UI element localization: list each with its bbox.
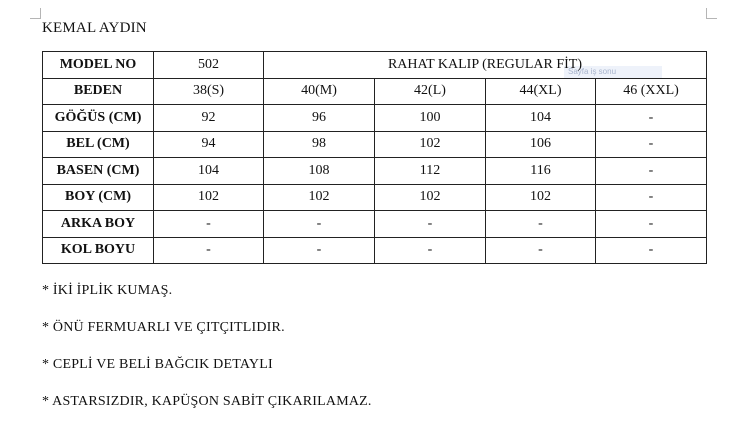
table-cell[interactable]: 96: [264, 105, 375, 132]
row-label[interactable]: KOL BOYU: [43, 237, 154, 264]
table-cell[interactable]: -: [264, 211, 375, 238]
table-cell[interactable]: -: [486, 211, 596, 238]
table-cell[interactable]: -: [596, 131, 707, 158]
fit-type-cell[interactable]: [264, 52, 707, 79]
note-line[interactable]: * ÖNÜ FERMUARLI VE ÇITÇITLIDIR.: [42, 320, 285, 335]
table-cell[interactable]: 108: [264, 158, 375, 185]
measurement-row-hip: [43, 158, 707, 185]
table-cell[interactable]: 102: [375, 131, 486, 158]
fit-type-label: RAHAT KALIP (REGULAR FİT): [387, 56, 583, 72]
table-cell[interactable]: -: [375, 211, 486, 238]
size-header-cell[interactable]: 42(L): [375, 78, 486, 105]
row-label[interactable]: BOY (CM): [43, 184, 154, 211]
table-cell[interactable]: -: [596, 105, 707, 132]
table-cell[interactable]: 116: [486, 158, 596, 185]
table-cell[interactable]: 106: [486, 131, 596, 158]
model-no-label[interactable]: MODEL NO: [43, 52, 154, 79]
model-no-value[interactable]: 502: [154, 52, 264, 79]
table-cell[interactable]: -: [596, 237, 707, 264]
size-header-cell[interactable]: 40(M): [264, 78, 375, 105]
size-header-label[interactable]: BEDEN: [43, 78, 154, 105]
table-cell[interactable]: 102: [486, 184, 596, 211]
note-line[interactable]: * CEPLİ VE BELİ BAĞCIK DETAYLI: [42, 357, 273, 372]
table-cell[interactable]: -: [264, 237, 375, 264]
table-cell[interactable]: 100: [375, 105, 486, 132]
table-cell[interactable]: -: [375, 237, 486, 264]
measurement-row-length: [43, 184, 707, 211]
note-line[interactable]: * ASTARSIZDIR, KAPÜŞON SABİT ÇIKARILAMAZ.: [42, 394, 372, 409]
size-header-cell[interactable]: 44(XL): [486, 78, 596, 105]
size-header-cell[interactable]: 46 (XXL): [596, 78, 707, 105]
table-cell[interactable]: -: [486, 237, 596, 264]
row-label[interactable]: GÖĞÜS (CM): [43, 105, 154, 132]
measurement-row-sleeve-length: [43, 237, 707, 264]
table-cell[interactable]: -: [596, 211, 707, 238]
measurement-row-chest: [43, 105, 707, 132]
model-row: [43, 52, 707, 79]
table-cell[interactable]: 112: [375, 158, 486, 185]
table-cell[interactable]: 98: [264, 131, 375, 158]
note-line[interactable]: * İKİ İPLİK KUMAŞ.: [42, 283, 173, 298]
row-label[interactable]: ARKA BOY: [43, 211, 154, 238]
table-cell[interactable]: 104: [486, 105, 596, 132]
page-corner-mark-top-right: [706, 8, 717, 19]
measurement-row-back-length: [43, 211, 707, 238]
table-cell[interactable]: 102: [154, 184, 264, 211]
table-cell[interactable]: 102: [264, 184, 375, 211]
size-header-row: [43, 78, 707, 105]
table-cell[interactable]: -: [154, 237, 264, 264]
table-cell[interactable]: 104: [154, 158, 264, 185]
table-cell[interactable]: 92: [154, 105, 264, 132]
table-cell[interactable]: 94: [154, 131, 264, 158]
size-chart-table: [42, 51, 707, 264]
size-header-cell[interactable]: 38(S): [154, 78, 264, 105]
row-label[interactable]: BEL (CM): [43, 131, 154, 158]
row-label[interactable]: BASEN (CM): [43, 158, 154, 185]
page-break-ghost-label: Sayfa iş sonu: [564, 66, 662, 78]
measurement-row-waist: [43, 131, 707, 158]
document-title[interactable]: KEMAL AYDIN: [42, 20, 147, 36]
table-cell[interactable]: -: [154, 211, 264, 238]
product-notes: [42, 282, 372, 430]
table-cell[interactable]: -: [596, 158, 707, 185]
table-cell[interactable]: 102: [375, 184, 486, 211]
page-corner-mark-top-left: [30, 8, 41, 19]
table-cell[interactable]: -: [596, 184, 707, 211]
